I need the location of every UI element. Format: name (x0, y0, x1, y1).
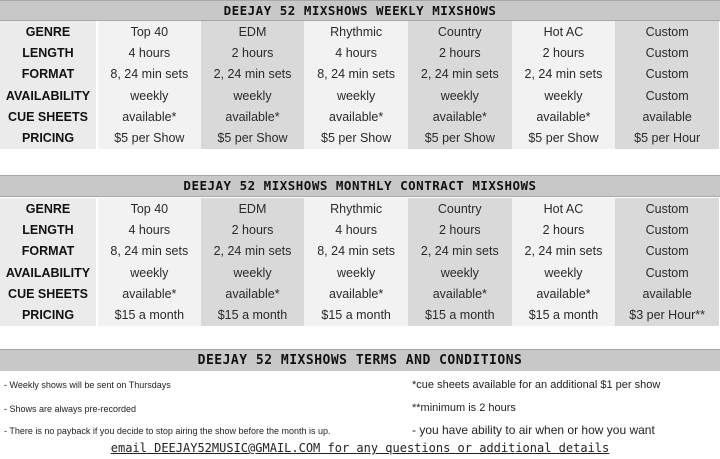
table-cell: $5 per Show (408, 127, 512, 148)
table-row (0, 85, 719, 106)
table-cell: $15 a month (408, 304, 512, 325)
table-cell: Custom (615, 21, 719, 42)
monthly-pricing-table (0, 198, 720, 326)
table-cell: 4 hours (97, 219, 201, 240)
table-cell: Country (408, 198, 512, 219)
table-cell: 8, 24 min sets (304, 241, 408, 262)
weekly-pricing-table (0, 21, 720, 149)
table-cell: 8, 24 min sets (97, 64, 201, 85)
row-label: CUE SHEETS (0, 106, 97, 127)
table-row (0, 219, 719, 240)
row-label: FORMAT (0, 241, 97, 262)
terms-body (0, 371, 720, 440)
table-cell: Custom (615, 42, 719, 63)
table-row (0, 127, 719, 148)
table-cell: $15 a month (201, 304, 305, 325)
table-cell: Custom (615, 64, 719, 85)
table-cell: $5 per Show (97, 127, 201, 148)
table-cell: $5 per Show (512, 127, 616, 148)
table-cell: 2 hours (201, 219, 305, 240)
table-cell: EDM (201, 198, 305, 219)
table-cell: 2 hours (512, 42, 616, 63)
terms-title-banner (0, 349, 720, 372)
table-cell: 2 hours (512, 219, 616, 240)
table-cell: Rhythmic (304, 198, 408, 219)
table-cell: 2, 24 min sets (201, 64, 305, 85)
row-label: CUE SHEETS (0, 283, 97, 304)
weekly-title-banner (0, 0, 720, 21)
table-cell: weekly (304, 262, 408, 283)
table-row (0, 241, 719, 262)
table-cell: weekly (201, 85, 305, 106)
table-cell: weekly (97, 85, 201, 106)
term-right-2: **minimum is 2 hours (412, 402, 516, 414)
table-cell: available* (201, 283, 305, 304)
table-cell: 2, 24 min sets (201, 241, 305, 262)
table-cell: Hot AC (512, 198, 616, 219)
table-cell: Rhythmic (304, 21, 408, 42)
term-left-1: - Weekly shows will be sent on Thursdays (4, 380, 171, 390)
terms-title: DEEJAY 52 MIXSHOWS TERMS AND CONDITIONS (197, 353, 523, 368)
row-label: LENGTH (0, 219, 97, 240)
table-cell: 2 hours (408, 42, 512, 63)
weekly-title: DEEJAY 52 MIXSHOWS WEEKLY MIXSHOWS (223, 3, 497, 18)
table-cell: 4 hours (304, 42, 408, 63)
table-row (0, 106, 719, 127)
table-row (0, 198, 719, 219)
table-cell: Custom (615, 198, 719, 219)
table-cell: $15 a month (304, 304, 408, 325)
table-cell: $15 a month (512, 304, 616, 325)
row-label: PRICING (0, 127, 97, 148)
table-cell: 2, 24 min sets (512, 241, 616, 262)
table-cell: weekly (512, 85, 616, 106)
table-cell: available* (512, 283, 616, 304)
term-left-2: - Shows are always pre-recorded (4, 404, 137, 414)
row-label: AVAILABILITY (0, 85, 97, 106)
table-cell: 2, 24 min sets (408, 64, 512, 85)
row-label: PRICING (0, 304, 97, 325)
table-cell: available (615, 106, 719, 127)
table-cell: EDM (201, 21, 305, 42)
table-cell: $5 per Hour (615, 127, 719, 148)
table-row (0, 64, 719, 85)
table-cell: Custom (615, 219, 719, 240)
row-label: AVAILABILITY (0, 262, 97, 283)
section-gap (0, 151, 720, 175)
term-right-3: - you have ability to air when or how you want (412, 423, 655, 437)
table-cell: available* (408, 106, 512, 127)
row-label: FORMAT (0, 64, 97, 85)
table-cell: 2 hours (201, 42, 305, 63)
table-cell: Custom (615, 241, 719, 262)
table-cell: $5 per Show (304, 127, 408, 148)
table-cell: weekly (201, 262, 305, 283)
table-row (0, 283, 719, 304)
table-row (0, 21, 719, 42)
table-cell: Custom (615, 262, 719, 283)
table-cell: available* (304, 106, 408, 127)
table-cell: available* (304, 283, 408, 304)
table-cell: $15 a month (97, 304, 201, 325)
table-cell: 4 hours (97, 42, 201, 63)
table-cell: available* (97, 283, 201, 304)
table-row (0, 42, 719, 63)
table-cell: available (615, 283, 719, 304)
table-cell: 4 hours (304, 219, 408, 240)
term-right-1: *cue sheets available for an additional $1 per show (412, 379, 661, 391)
table-cell: available* (408, 283, 512, 304)
monthly-title-banner (0, 175, 720, 197)
table-cell: available* (512, 106, 616, 127)
table-cell: 2, 24 min sets (408, 241, 512, 262)
table-cell: weekly (304, 85, 408, 106)
table-cell: $3 per Hour** (615, 304, 719, 325)
table-cell: available* (97, 106, 201, 127)
table-cell: 8, 24 min sets (304, 64, 408, 85)
row-label: GENRE (0, 198, 97, 219)
table-cell: weekly (408, 262, 512, 283)
monthly-title: DEEJAY 52 MIXSHOWS MONTHLY CONTRACT MIXSHOWS (183, 178, 537, 193)
table-row (0, 262, 719, 283)
table-cell: 8, 24 min sets (97, 241, 201, 262)
row-label: LENGTH (0, 42, 97, 63)
table-cell: 2, 24 min sets (512, 64, 616, 85)
table-cell: available* (201, 106, 305, 127)
table-row (0, 304, 719, 325)
table-cell: 2 hours (408, 219, 512, 240)
table-cell: Hot AC (512, 21, 616, 42)
contact-email-text: email DEEJAY52MUSIC@GMAIL.COM for any questions or additional details (110, 441, 610, 455)
row-label: GENRE (0, 21, 97, 42)
table-cell: Top 40 (97, 198, 201, 219)
table-cell: weekly (408, 85, 512, 106)
contact-footer (0, 441, 720, 459)
table-cell: Top 40 (97, 21, 201, 42)
table-cell: Custom (615, 85, 719, 106)
table-cell: weekly (512, 262, 616, 283)
table-cell: weekly (97, 262, 201, 283)
table-cell: Country (408, 21, 512, 42)
table-cell: $5 per Show (201, 127, 305, 148)
term-left-3: - There is no payback if you decide to stop airing the show before the month is up. (4, 426, 331, 436)
